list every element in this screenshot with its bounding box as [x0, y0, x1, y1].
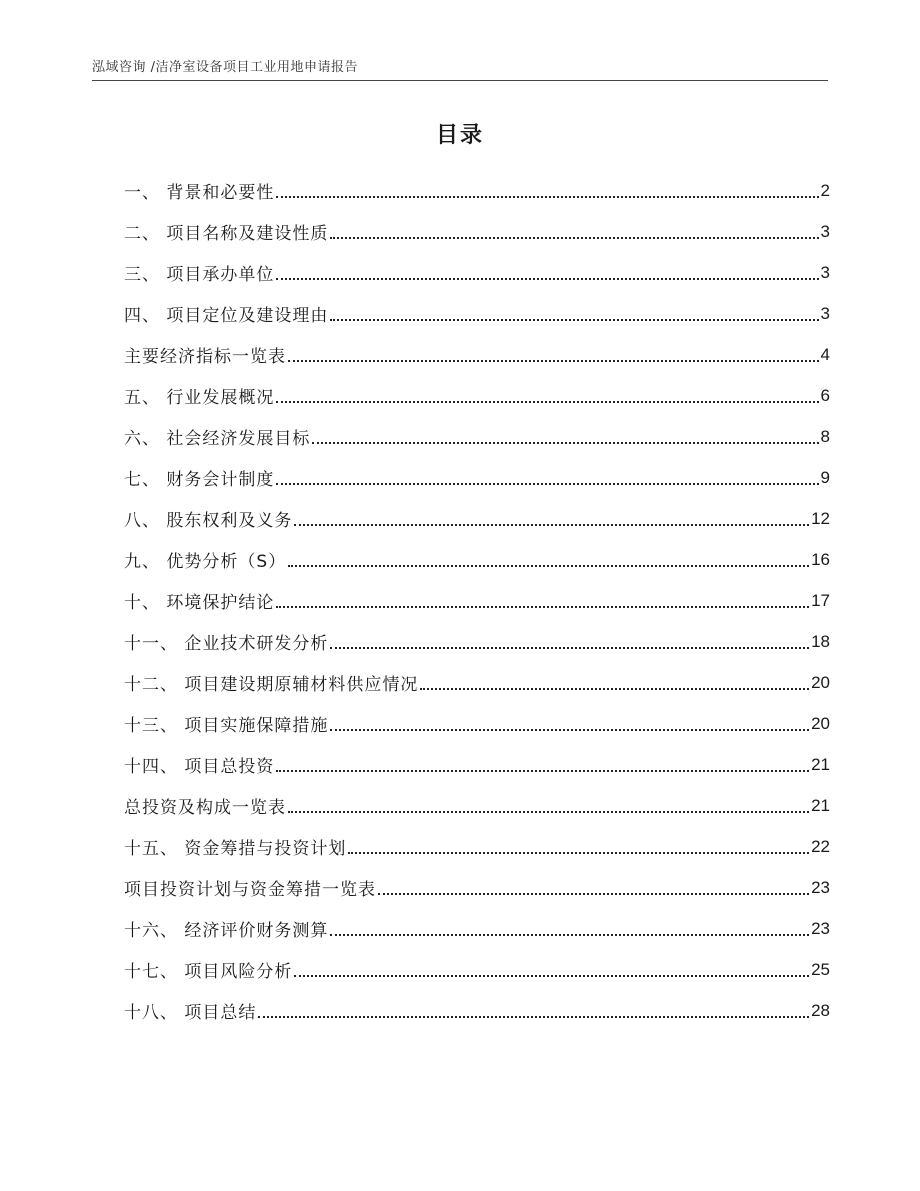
header-divider	[92, 80, 828, 81]
toc-entry[interactable]	[124, 580, 830, 621]
table-of-contents	[124, 170, 830, 1031]
toc-dot-leader	[294, 975, 809, 977]
toc-dot-leader	[330, 237, 818, 239]
toc-entry[interactable]	[124, 785, 830, 826]
toc-entry-label: 五、 行业发展概况	[124, 388, 275, 408]
toc-entry-page: 3	[820, 262, 830, 282]
toc-entry[interactable]	[124, 334, 830, 375]
toc-dot-leader	[330, 319, 818, 321]
toc-dot-leader	[276, 606, 809, 608]
toc-entry[interactable]	[124, 375, 830, 416]
toc-dot-leader	[378, 893, 809, 895]
toc-entry-label: 总投资及构成一览表	[124, 798, 286, 818]
toc-entry-label: 十四、 项目总投资	[124, 757, 275, 777]
toc-dot-leader	[288, 360, 819, 362]
toc-entry-page: 21	[811, 795, 830, 815]
toc-entry-page: 23	[811, 877, 830, 897]
toc-entry-page: 20	[811, 672, 830, 692]
toc-entry-page: 4	[820, 344, 830, 364]
toc-entry-label: 四、 项目定位及建设理由	[124, 306, 329, 326]
toc-entry-label: 十八、 项目总结	[124, 1003, 257, 1023]
toc-entry-label: 六、 社会经济发展目标	[124, 429, 311, 449]
toc-entry-label: 十、 环境保护结论	[124, 593, 275, 613]
toc-entry-label: 十六、 经济评价财务测算	[124, 921, 329, 941]
toc-dot-leader	[276, 278, 818, 280]
toc-dot-leader	[330, 647, 809, 649]
toc-entry-page: 3	[820, 303, 830, 323]
toc-entry-label: 二、 项目名称及建设性质	[124, 224, 329, 244]
toc-entry[interactable]	[124, 703, 830, 744]
toc-entry[interactable]	[124, 170, 830, 211]
toc-dot-leader	[330, 729, 809, 731]
toc-entry-page: 22	[811, 836, 830, 856]
toc-entry-label: 主要经济指标一览表	[124, 347, 286, 367]
toc-dot-leader	[288, 565, 809, 567]
toc-dot-leader	[276, 483, 818, 485]
toc-dot-leader	[294, 524, 809, 526]
page-title: 目录	[435, 123, 484, 148]
toc-entry-page: 20	[811, 713, 830, 733]
toc-entry[interactable]	[124, 949, 830, 990]
toc-dot-leader	[288, 811, 809, 813]
toc-entry-page: 25	[811, 959, 830, 979]
toc-entry[interactable]	[124, 826, 830, 867]
toc-entry-label: 九、 优势分析（S）	[124, 552, 287, 572]
toc-entry-label: 一、 背景和必要性	[124, 183, 275, 203]
toc-entry[interactable]	[124, 990, 830, 1031]
toc-entry-page: 21	[811, 754, 830, 774]
toc-entry-page: 9	[820, 467, 830, 487]
toc-entry-label: 十二、 项目建设期原辅材料供应情况	[124, 675, 419, 695]
toc-entry[interactable]	[124, 252, 830, 293]
toc-entry[interactable]	[124, 621, 830, 662]
toc-entry-page: 3	[820, 221, 830, 241]
toc-entry-page: 16	[811, 549, 830, 569]
toc-entry[interactable]	[124, 293, 830, 334]
toc-dot-leader	[276, 401, 818, 403]
toc-entry-label: 三、 项目承办单位	[124, 265, 275, 285]
toc-entry-label: 十七、 项目风险分析	[124, 962, 293, 982]
toc-dot-leader	[330, 934, 809, 936]
toc-entry[interactable]	[124, 867, 830, 908]
toc-dot-leader	[348, 852, 809, 854]
toc-entry-label: 十三、 项目实施保障措施	[124, 716, 329, 736]
toc-entry-label: 八、 股东权利及义务	[124, 511, 293, 531]
toc-dot-leader	[276, 770, 809, 772]
toc-entry[interactable]	[124, 211, 830, 252]
toc-entry-page: 8	[820, 426, 830, 446]
toc-entry-label: 七、 财务会计制度	[124, 470, 275, 490]
toc-entry-page: 6	[820, 385, 830, 405]
toc-entry[interactable]	[124, 539, 830, 580]
toc-entry[interactable]	[124, 908, 830, 949]
toc-entry-page: 2	[820, 180, 830, 200]
toc-dot-leader	[420, 688, 809, 690]
toc-dot-leader	[258, 1016, 809, 1018]
toc-dot-leader	[312, 442, 818, 444]
toc-entry-page: 23	[811, 918, 830, 938]
toc-entry-page: 18	[811, 631, 830, 651]
toc-entry[interactable]	[124, 457, 830, 498]
toc-entry[interactable]	[124, 744, 830, 785]
toc-entry[interactable]	[124, 498, 830, 539]
page-header: 泓域咨询 /洁净室设备项目工业用地申请报告	[92, 60, 359, 75]
toc-entry-page: 12	[811, 508, 830, 528]
toc-entry-page: 28	[811, 1000, 830, 1020]
toc-entry-label: 十五、 资金筹措与投资计划	[124, 839, 347, 859]
toc-entry-label: 十一、 企业技术研发分析	[124, 634, 329, 654]
toc-entry[interactable]	[124, 662, 830, 703]
toc-entry-label: 项目投资计划与资金筹措一览表	[124, 880, 376, 900]
toc-dot-leader	[276, 196, 818, 198]
toc-entry-page: 17	[811, 590, 830, 610]
toc-entry[interactable]	[124, 416, 830, 457]
